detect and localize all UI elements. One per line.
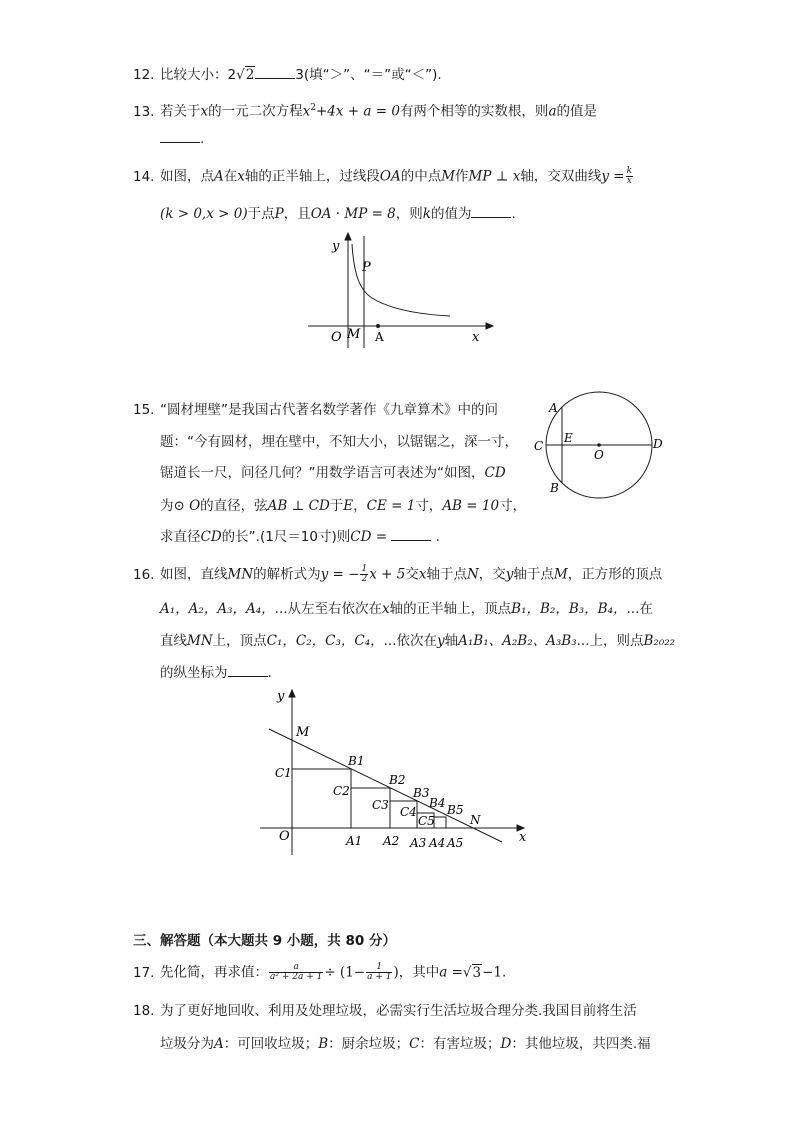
- q16-line4: 的纵坐标为 .: [160, 665, 272, 681]
- q16-label-m: M: [296, 725, 310, 740]
- q16-label-a1: A1: [346, 834, 363, 848]
- q16-label-a3: A3: [410, 836, 427, 850]
- sqrt-3: 3: [472, 964, 482, 981]
- q15-line3: 锯道长一尺，问径几何？”用数学语言可表述为“如图，CD: [160, 465, 506, 481]
- q15-label-a: A: [549, 401, 558, 415]
- q16-label-y: y: [277, 689, 285, 704]
- q15-line5: 求直径CD的长”.(1尺＝10寸)则CD = .: [160, 529, 440, 545]
- q16-square-5: [434, 817, 446, 828]
- q16-label-a2: A2: [383, 834, 400, 848]
- q16-label-b5: B5: [447, 803, 464, 817]
- q16-label-b4: B4: [429, 796, 446, 810]
- q16-answer-blank[interactable]: [228, 664, 268, 677]
- q16-label-b2: B2: [389, 773, 406, 787]
- q15-label-o: O: [594, 448, 604, 462]
- q14-label-m: M: [347, 327, 361, 342]
- q14-hyperbola-figure: [300, 228, 500, 353]
- q15-center-point: [597, 443, 601, 447]
- q13-answer-blank[interactable]: [160, 130, 200, 143]
- q14-line2: (k > 0,x > 0)于点P，且OA · MP = 8，则k的值为 .: [160, 206, 516, 222]
- section-heading: 三、解答题（本大题共 9 小题，共 80 分）: [133, 933, 396, 949]
- q14-label-y: y: [332, 239, 340, 254]
- q13-line2: .: [160, 130, 204, 148]
- q14-label-o: O: [331, 330, 342, 345]
- q14-y-arrow: [345, 233, 351, 240]
- q14-label-x: x: [472, 330, 480, 345]
- q16-label-b3: B3: [413, 786, 430, 800]
- q18-line2: 垃圾分为A：可回收垃圾；B：厨余垃圾；C：有害垃圾；D：其他垃圾，共四类.福: [160, 1036, 651, 1052]
- q16-label-b1: B1: [348, 754, 365, 768]
- q12-number: 12.: [133, 67, 155, 83]
- q15-label-d: D: [653, 437, 663, 451]
- q16-label-c5: C5: [418, 814, 435, 828]
- q16-line3: 直线MN上，顶点C₁，C₂，C₃，C₄，...依次在y轴A₁B₁、A₂B₂、A₃B₃...上，则点B₂₀₂₂: [160, 633, 676, 649]
- q16-label-n: N: [470, 813, 481, 827]
- q16-label-a5: A5: [447, 836, 464, 850]
- q14-line1: 14. 如图，点A在x轴的正半轴上，过线段OA的中点M作MP ⊥ x轴，交双曲线y = $\frac{k}{x}$: [133, 166, 633, 186]
- q16-line-mn: [269, 729, 502, 842]
- q15-line1: 15. “圆材埋壁”是我国古代著名数学著作《九章算术》中的问: [133, 402, 498, 418]
- q15-circle-figure: [528, 390, 668, 508]
- q12-line: 12. 比较大小：2√2 3(填“＞”、“＝”或“＜”).: [133, 67, 442, 83]
- q16-label-x: x: [519, 830, 527, 845]
- q12-answer-blank[interactable]: [255, 66, 295, 79]
- q15-label-c: C: [534, 439, 544, 453]
- q16-line1: 16. 如图，直线MN的解析式为y = − $\frac{1}{2}$ x + 5交x轴于点N，交y轴于点M，正方形的顶点: [133, 564, 663, 584]
- q16-label-c3: C3: [372, 798, 389, 812]
- q16-label-a4: A4: [429, 836, 446, 850]
- q15-line2: 题：“今有圆材，埋在壁中，不知大小，以锯锯之，深一寸，: [160, 434, 518, 450]
- q15-answer-blank[interactable]: [391, 528, 431, 541]
- sqrt-2: 2: [245, 67, 255, 83]
- q14-label-p: P: [362, 260, 371, 275]
- q14-label-a: A: [375, 330, 384, 344]
- q16-square-1: [292, 769, 351, 828]
- q15-label-e: E: [564, 431, 573, 445]
- q16-squares-figure: [255, 683, 545, 863]
- q14-x-arrow: [486, 323, 493, 329]
- q16-line2: A₁，A₂，A₃，A₄，...从左至右依次在x轴的正半轴上，顶点B₁，B₂，B₃，B₄，...在: [160, 601, 653, 617]
- q15-label-b: B: [550, 481, 559, 495]
- q14-answer-blank[interactable]: [471, 205, 511, 218]
- q16-label-o: O: [279, 829, 290, 844]
- q18-line1: 18. 为了更好地回收、利用及处理垃圾，必需实行生活垃圾合理分类.我国目前将生活: [133, 1003, 637, 1019]
- q16-label-c4: C4: [400, 805, 417, 819]
- q14-point-a: [376, 324, 380, 328]
- q16-y-arrow: [289, 690, 295, 697]
- q17-line: 17. 先化简，再求值： $\frac{a}{\text{a² + 2a + 1}}$ ÷ (1− $\frac{1}{a + 1}$ )，其中a =√3−1.: [133, 962, 507, 982]
- q13-line1: 13. 若关于x的一元二次方程$x^2+4x + a = 0$有两个相等的实数根，则a的值是: [133, 103, 597, 120]
- q14-hyperbola-curve: [352, 244, 450, 316]
- q16-label-c2: C2: [333, 784, 350, 798]
- q16-label-c1: C1: [275, 766, 292, 780]
- q15-line4: 为⊙ O的直径，弦AB ⊥ CD于E，CE = 1寸，AB = 10寸，: [160, 498, 527, 514]
